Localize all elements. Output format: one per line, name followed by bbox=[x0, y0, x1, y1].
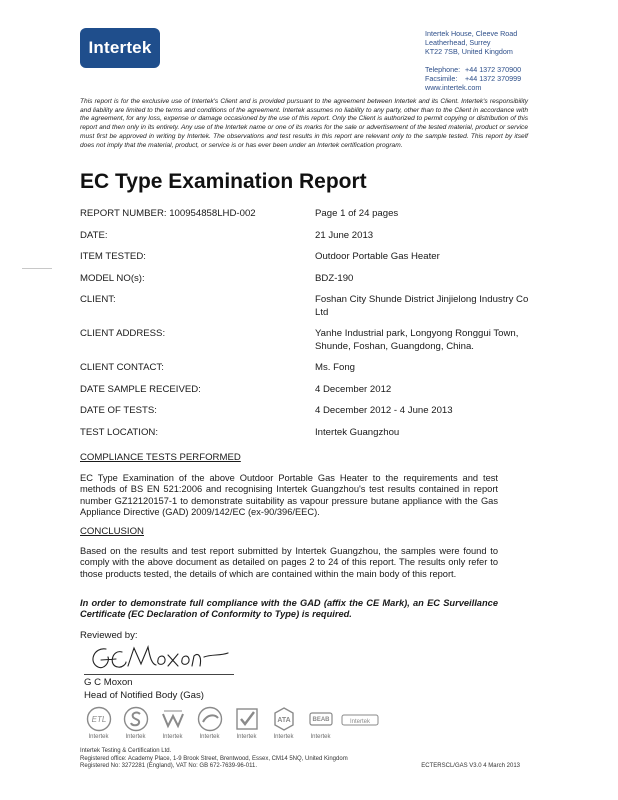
field-label: CLIENT: bbox=[80, 294, 116, 305]
field-label: CLIENT CONTACT: bbox=[80, 362, 164, 373]
reviewed-by-label: Reviewed by: bbox=[80, 630, 138, 641]
cert-mark bbox=[302, 706, 339, 740]
field-client-contact bbox=[80, 362, 530, 375]
cert-caption: Intertek bbox=[125, 734, 146, 740]
certification-marks bbox=[80, 706, 381, 740]
footer-registered-office: Registered office: Academy Place, 1-9 Brook Street, Brentwood, Essex, CM14 5NQ, United Kingdom bbox=[80, 755, 348, 762]
field-value: 4 December 2012 - 4 June 2013 bbox=[315, 405, 453, 416]
cert-caption: Intertek bbox=[236, 734, 257, 740]
wh-mark-icon bbox=[160, 706, 186, 732]
svg-text:ETL: ETL bbox=[91, 715, 106, 724]
field-label: DATE OF TESTS: bbox=[80, 405, 157, 416]
field-date-sample-received bbox=[80, 384, 530, 397]
company-address-block bbox=[425, 29, 521, 92]
facsimile-number: +44 1372 370999 bbox=[465, 73, 522, 83]
signature-image bbox=[86, 640, 236, 674]
cert-mark bbox=[80, 706, 117, 740]
signer-details bbox=[84, 677, 204, 702]
website-link[interactable]: www.intertek.com bbox=[425, 83, 482, 93]
field-value: Page 1 of 24 pages bbox=[315, 208, 399, 219]
field-label: DATE: bbox=[80, 229, 108, 241]
report-title: EC Type Examination Report bbox=[80, 170, 367, 193]
logo-text: Intertek bbox=[88, 38, 152, 57]
telephone-number: +44 1372 370900 bbox=[465, 64, 522, 74]
field-date bbox=[80, 230, 530, 243]
cert-mark bbox=[154, 706, 191, 740]
svg-text:ATA: ATA bbox=[276, 717, 291, 724]
s-mark-icon bbox=[123, 706, 149, 732]
ata-mark-icon bbox=[271, 706, 297, 732]
field-test-location bbox=[80, 427, 530, 440]
address-line-2: Leatherhead, Surrey bbox=[425, 38, 491, 48]
conclusion-text: Based on the results and test report submitted by Intertek Guangzhou, the samples were found to comply with the above document as detailed on pages 2 to 24 of this report. The results only refer to those products tested, the details of which are contained within the main body of this report. bbox=[80, 546, 498, 579]
field-value: Ms. Fong bbox=[315, 362, 355, 373]
footer-company: Intertek Testing & Certification Ltd. bbox=[80, 748, 172, 754]
cert-caption: Intertek bbox=[199, 734, 220, 740]
checkmark-badge-icon bbox=[234, 706, 260, 732]
field-report-number bbox=[80, 208, 530, 221]
field-model-no bbox=[80, 273, 530, 286]
etl-mark-icon bbox=[86, 706, 112, 732]
field-label: ITEM TESTED: bbox=[80, 251, 146, 262]
cert-caption: Intertek bbox=[88, 734, 109, 740]
telephone-label: Telephone: bbox=[425, 64, 461, 74]
field-label: TEST LOCATION: bbox=[80, 426, 159, 438]
cert-caption: Intertek bbox=[310, 734, 331, 740]
beab-approved-icon bbox=[308, 706, 334, 732]
signature-line bbox=[84, 674, 234, 675]
field-label: MODEL NO(s): bbox=[80, 272, 145, 284]
field-value: BDZ-190 bbox=[315, 272, 354, 284]
svg-text:BEAB: BEAB bbox=[311, 717, 330, 723]
page-footer bbox=[80, 748, 520, 771]
disclaimer-text: This report is for the exclusive use of Intertek's Client and is provided pursuant to the agreement between Intertek and its Client. Intertek's responsibility and liability are limited to the terms and conditions of the agreement. Intertek assumes no liability to any party, other than to the Client in accordance with the agreement, for any loss, expense or damage occasioned by the use of this report. Only the Client is authorized to permit copying or distribution of this report and then only in its entirety. Any use of the Intertek name or one of its marks for the sale or advertisement of the tested material, product or service must first be approved in writing by Intertek. The observations and test results in this report are relevant only to the sample tested. This report by itself does not imply that the material, product, or service is or has ever been under an Intertek certification program. bbox=[80, 98, 528, 149]
conclusion-heading: CONCLUSION bbox=[80, 526, 144, 537]
field-value: Intertek Guangzhou bbox=[315, 426, 400, 438]
cert-mark bbox=[265, 706, 302, 740]
cert-mark bbox=[339, 706, 381, 740]
field-date-of-tests bbox=[80, 405, 530, 418]
footer-doc-ref: ECTERSCL/GAS V3.0 4 March 2013 bbox=[421, 763, 520, 770]
field-value: Outdoor Portable Gas Heater bbox=[315, 251, 440, 262]
field-label: CLIENT ADDRESS: bbox=[80, 328, 166, 339]
report-details bbox=[80, 208, 530, 439]
telephone-line bbox=[425, 65, 521, 74]
cert-caption: Intertek bbox=[162, 734, 183, 740]
field-value: 4 December 2012 bbox=[315, 383, 392, 395]
svg-text:Intertek: Intertek bbox=[349, 719, 371, 725]
footer-registration: Registered No: 3272281 (England), VAT No: GB 672-7639-96-011. bbox=[80, 763, 257, 770]
facsimile-line bbox=[425, 74, 521, 83]
field-label: DATE SAMPLE RECEIVED: bbox=[80, 383, 201, 395]
compliance-text: EC Type Examination of the above Outdoor Portable Gas Heater to the requirements and test methods of BS EN 521:2006 and recognising Intertek Guangzhou's test results contained in report number GZ12120157-1 to demonstrate suitability as vapour pressure butane appliance with the Gas Appliance Directive (GAD) 2009/142/EC (ex-90/396/EEC). bbox=[80, 473, 498, 518]
address-line-3: KT22 7SB, United Kingdom bbox=[425, 47, 513, 57]
facsimile-label: Facsimile: bbox=[425, 73, 458, 83]
field-value: Yanhe Industrial park, Longyong Ronggui Town, Shunde, Foshan, Guangdong, China. bbox=[315, 328, 519, 352]
gs-mark-icon bbox=[197, 706, 223, 732]
intertek-logo bbox=[80, 28, 160, 68]
cert-caption: Intertek bbox=[273, 734, 294, 740]
field-client bbox=[80, 294, 530, 319]
field-label: REPORT NUMBER: 100954858LHD-002 bbox=[80, 208, 256, 219]
cert-mark bbox=[228, 706, 265, 740]
field-value: Foshan City Shunde District Jinjielong Industry Co Ltd bbox=[315, 294, 529, 318]
signer-position: Head of Notified Body (Gas) bbox=[84, 689, 204, 701]
signer-name: G C Moxon bbox=[84, 677, 133, 688]
margin-mark bbox=[22, 268, 52, 269]
field-item-tested bbox=[80, 251, 530, 264]
address-line-1: Intertek House, Cleeve Road bbox=[425, 29, 518, 38]
cert-mark bbox=[191, 706, 228, 740]
intertek-small-logo-icon bbox=[340, 706, 380, 732]
field-client-address bbox=[80, 328, 530, 353]
cert-mark bbox=[117, 706, 154, 740]
compliance-heading: COMPLIANCE TESTS PERFORMED bbox=[80, 452, 241, 463]
conclusion-emphasis: In order to demonstrate full compliance with the GAD (affix the CE Mark), an EC Surveillance Certificate (EC Declaration of Conformity to Type) is required. bbox=[80, 598, 498, 620]
field-value: 21 June 2013 bbox=[315, 229, 374, 241]
